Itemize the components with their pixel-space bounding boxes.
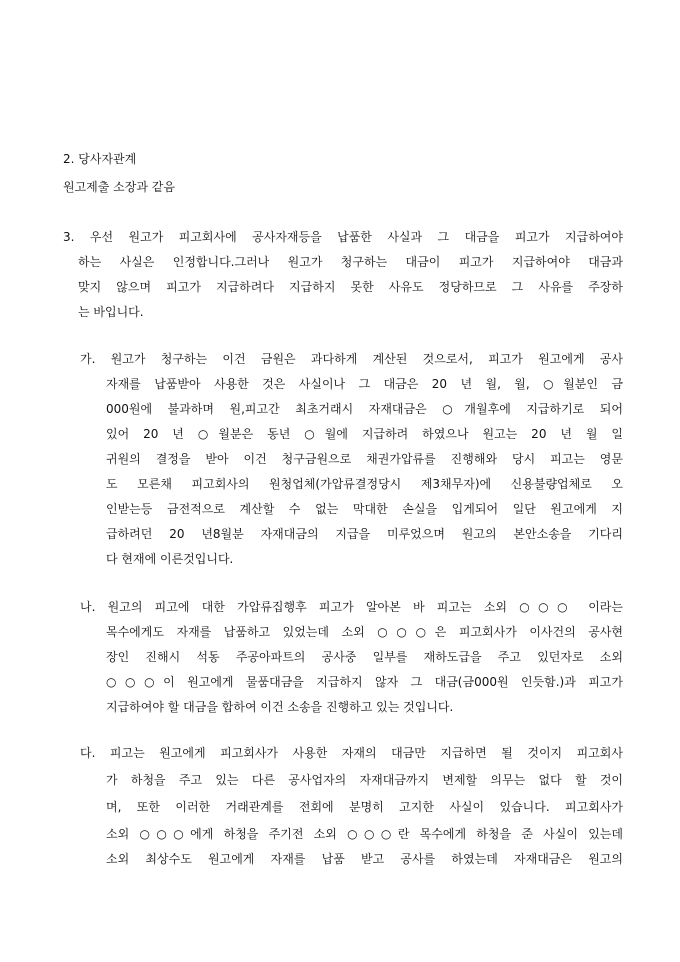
item-da-line: 다. 피고는 원고에게 피고회사가 사용한 자재의 대금만 지급하면 될 것이지 피고회사 bbox=[80, 746, 623, 760]
item-ga-line: 도 모른채 피고회사의 원청업체(가압류결정당시 제3채무자)에 신용불량업체로 오 bbox=[106, 477, 623, 491]
item-ga-line: 000원에 불과하며 원,피고간 최초거래시 자재대금은 ○개월후에 지급하기로 되어 bbox=[106, 402, 623, 416]
item-na-line: 나. 원고의 피고에 대한 가압류집행후 피고가 알아본 바 피고는 소외 ○○○ 이라는 bbox=[80, 600, 623, 614]
item-ga-line: 귀원의 결정을 받아 이건 청구금원으로 채권가압류를 진행해와 당시 피고는 영문 bbox=[106, 452, 623, 466]
item-da-line: 소외 최상수도 원고에게 자재를 납품 받고 공사를 하였는데 자재대금은 원고의 bbox=[106, 852, 623, 866]
section-3-line: 하는 사실은 인정합니다.그러나 원고가 청구하는 대금이 피고가 지급하여야 대금과 bbox=[78, 255, 623, 269]
item-ga-line: 다 현재에 이른것입니다. bbox=[106, 552, 234, 566]
section-3-line: 3. 우선 원고가 피고회사에 공사자재등을 납품한 사실과 그 대금을 피고가 지급하여야 bbox=[63, 230, 623, 244]
item-ga-line: 인받는등 금전적으로 계산할 수 없는 막대한 손실을 입게되어 일단 원고에게 지 bbox=[106, 502, 623, 516]
item-da-line: 가 하청을 주고 있는 다른 공사업자의 자재대금까지 변제할 의무는 없다 할 것이 bbox=[106, 773, 623, 787]
item-na-line: 지급하여야 할 대금을 합하여 이건 소송을 진행하고 있는 것입니다. bbox=[106, 700, 454, 714]
section-3-line: 맞지 않으며 피고가 지급하려다 지급하지 못한 사유도 정당하므로 그 사유를 주장하 bbox=[78, 280, 623, 294]
item-na-line: ○○○이 원고에게 물품대금을 지급하지 않자 그 대금(금000원 인듯함.)과 피고가 bbox=[106, 675, 623, 689]
section-2-text: 원고제출 소장과 같음 bbox=[63, 180, 175, 194]
section-3-line: 는 바입니다. bbox=[78, 305, 144, 319]
item-ga-line: 자재를 납품받아 사용한 것은 사실이나 그 대금은 20 년 월, 월, ○월분인 금 bbox=[106, 377, 623, 391]
item-na-line: 장인 진해시 석동 주공아파트의 공사중 일부를 재하도급을 주고 있던자로 소외 bbox=[106, 650, 623, 664]
section-2-heading: 2. 당사자관계 bbox=[63, 152, 137, 166]
item-da-line: 소외 ○○○에게 하청을 주기전 소외 ○○○란 목수에게 하청을 준 사실이 있는데 bbox=[106, 827, 623, 841]
item-ga-line: 급하려던 20 년8월분 자재대금의 지급을 미루었으며 원고의 본안소송을 기다리 bbox=[106, 527, 623, 541]
item-ga-line: 있어 20 년 ○월분은 동년 ○월에 지급하려 하였으나 원고는 20 년 월 일 bbox=[106, 427, 623, 441]
item-ga-line: 가. 원고가 청구하는 이건 금원은 과다하게 계산된 것으로서, 피고가 원고에게 공사 bbox=[80, 352, 623, 366]
item-da-line: 며, 또한 이러한 거래관계를 전회에 분명히 고지한 사실이 있습니다. 피고회사가 bbox=[106, 800, 623, 814]
item-na-line: 목수에게도 자재를 납품하고 있었는데 소외 ○○○은 피고회사가 이사건의 공사현 bbox=[106, 625, 623, 639]
